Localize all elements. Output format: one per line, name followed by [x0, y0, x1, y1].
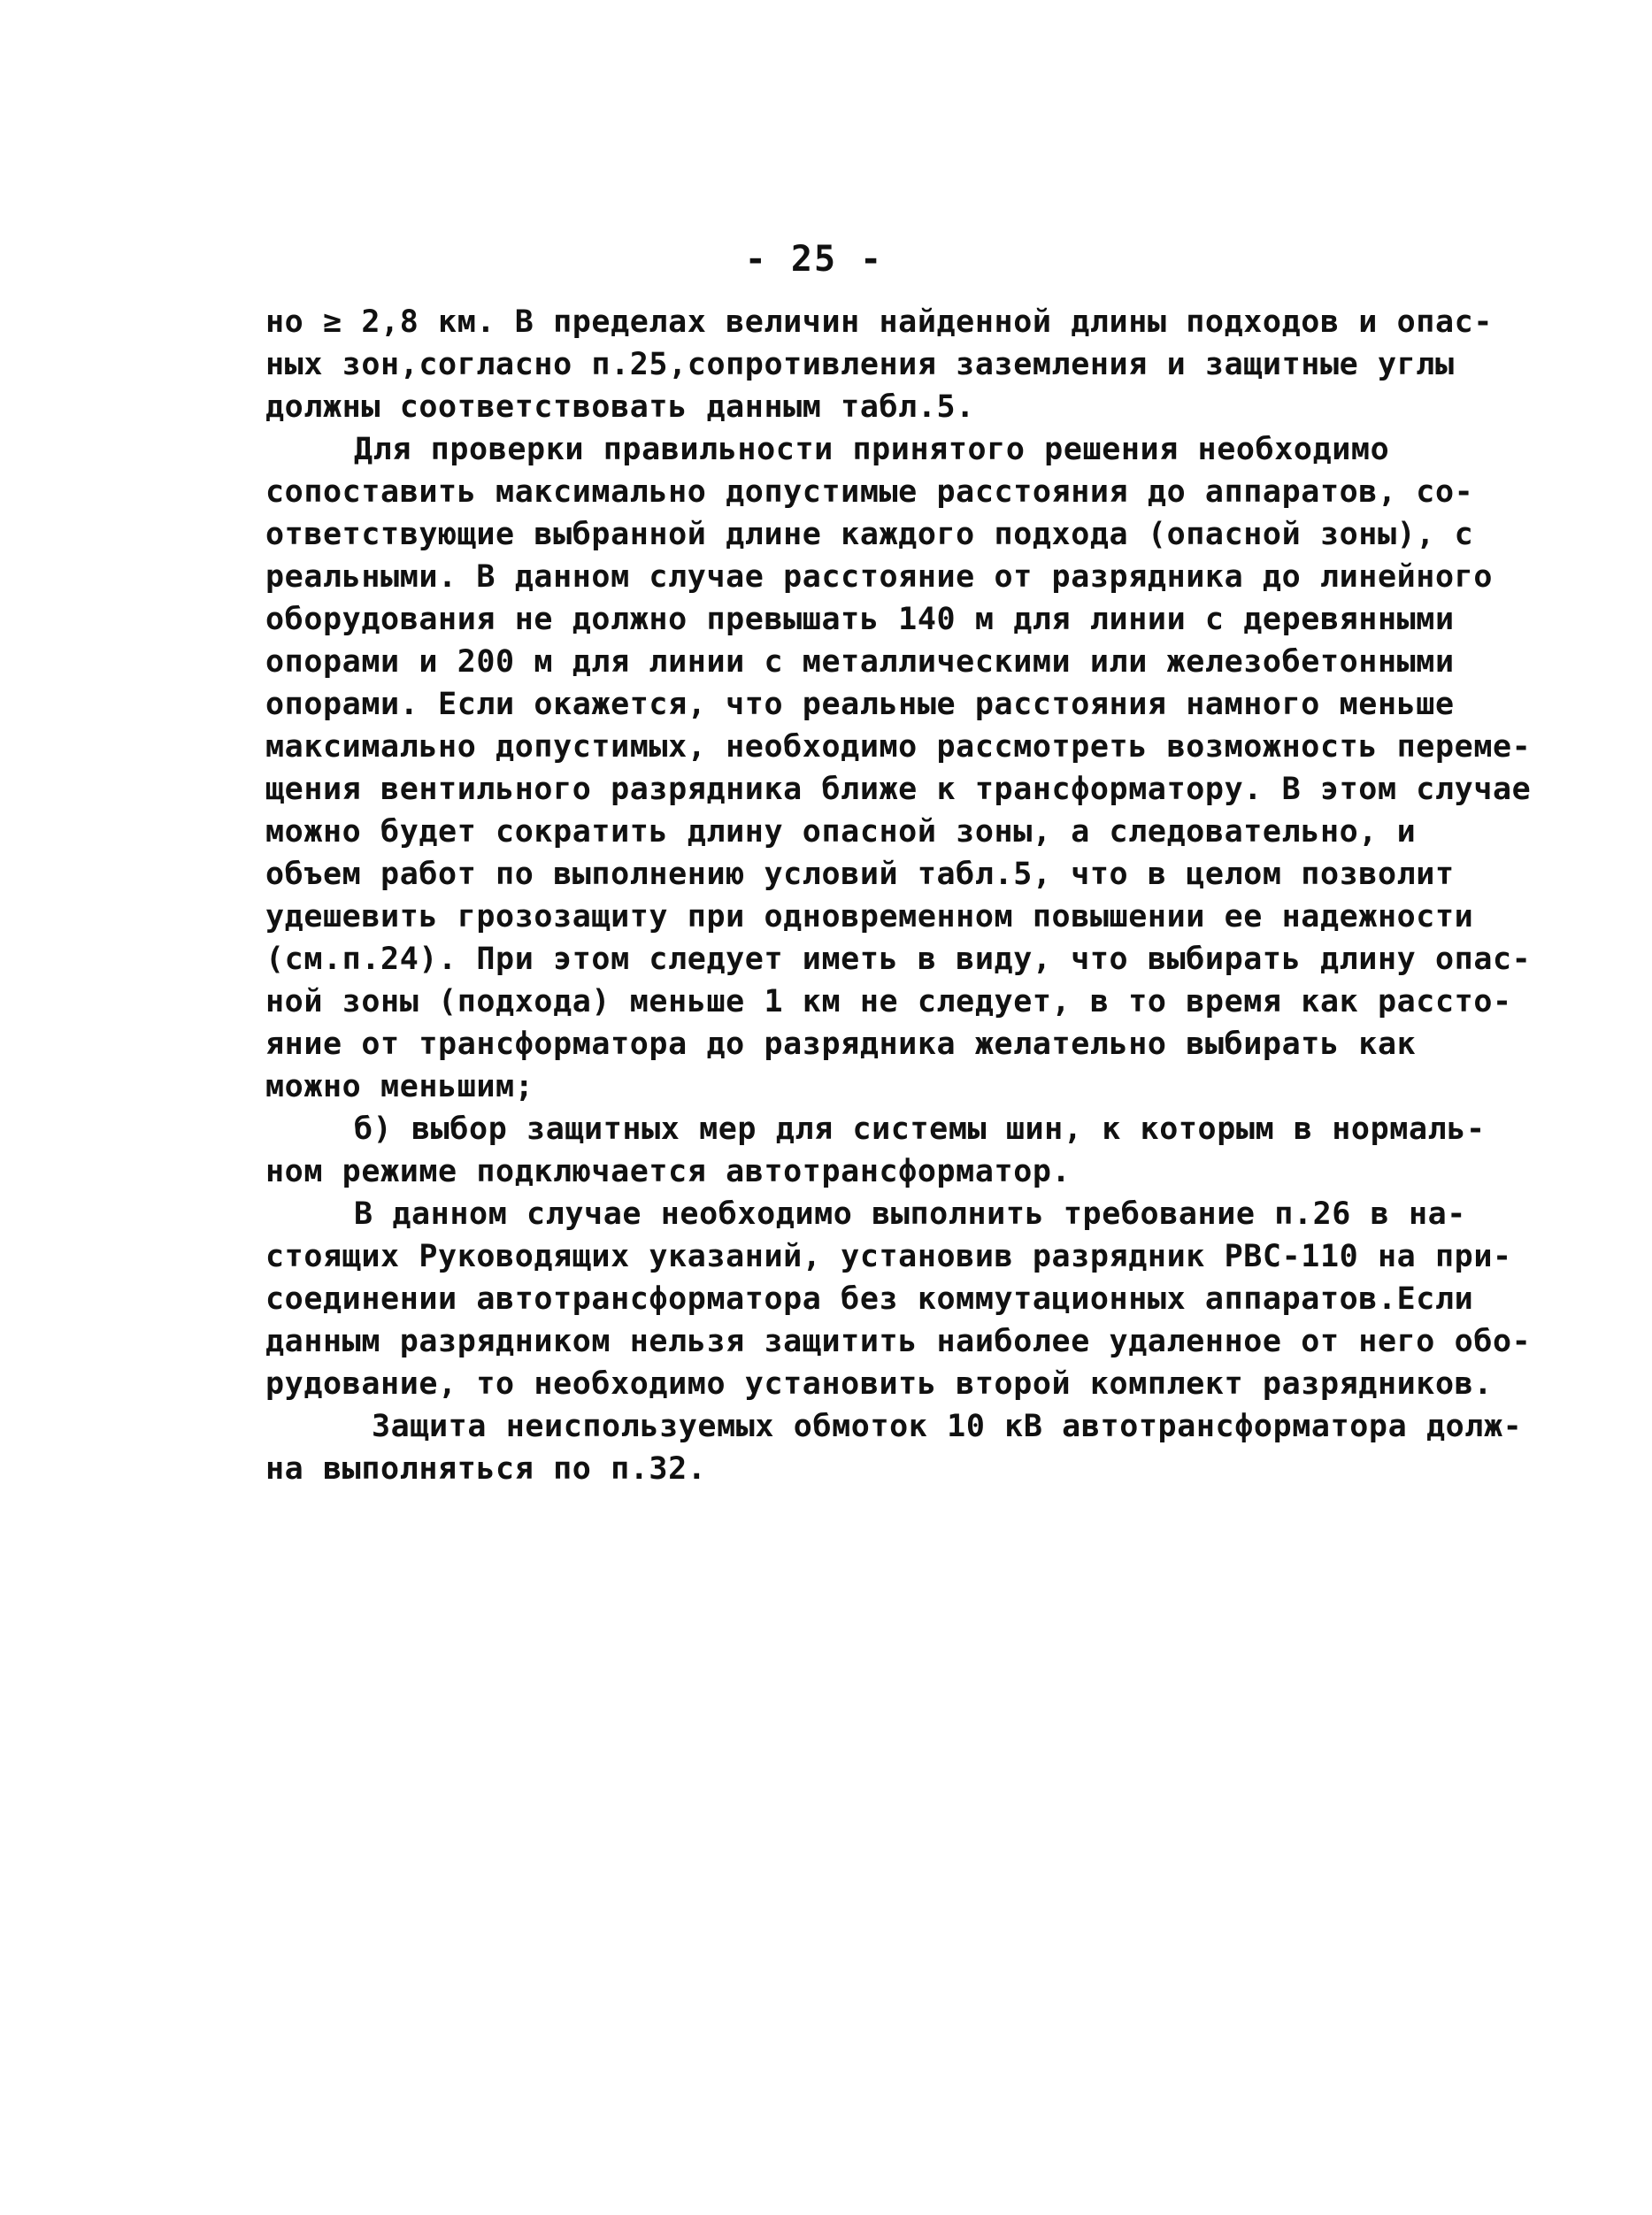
text-line: ном режиме подключается автотрансформатор. [265, 1154, 1072, 1189]
text-line: б) выбор защитных мер для системы шин, к которым в нормаль- [354, 1111, 1486, 1147]
text-line: В данном случае необходимо выполнить требование п.26 в на- [354, 1196, 1466, 1232]
text-line: на выполняться по п.32. [265, 1451, 707, 1487]
text-line: должны соответствовать данным табл.5. [265, 389, 975, 425]
text-line: яние от трансформатора до разрядника желательно выбирать как [265, 1027, 1417, 1062]
text-line: можно будет сократить длину опасной зоны, а следовательно, и [265, 814, 1417, 850]
page-number: - 25 - [744, 239, 884, 280]
text-line: стоящих Руководящих указаний, установив разрядник РВС-110 на при- [265, 1239, 1512, 1274]
body-text [265, 301, 1532, 1490]
text-line: соединении автотрансформатора без коммутационных аппаратов.Если [265, 1281, 1474, 1317]
text-line: опорами и 200 м для линии с металлическими или железобетонными [265, 644, 1455, 680]
text-line: оборудования не должно превышать 140 м для линии с деревянными [265, 602, 1455, 637]
text-line: но ≥ 2,8 км. В пределах величин найденной длины подходов и опас- [265, 304, 1493, 340]
text-line: Для проверки правильности принятого решения необходимо [354, 432, 1390, 467]
text-line: удешевить грозозащиту при одновременном повышении ее надежности [265, 899, 1474, 934]
text-line: можно меньшим; [265, 1069, 534, 1104]
text-line: максимально допустимых, необходимо рассмотреть возможность переме- [265, 729, 1532, 765]
text-line: опорами. Если окажется, что реальные расстояния намного меньше [265, 687, 1455, 722]
text-line: ной зоны (подхода) меньше 1 км не следует, в то время как рассто- [265, 984, 1512, 1019]
text-line: ответствующие выбранной длине каждого подхода (опасной зоны), с [265, 517, 1474, 552]
text-line: данным разрядником нельзя защитить наиболее удаленное от него обо- [265, 1324, 1532, 1359]
text-line: Защита неиспользуемых обмоток 10 кВ автотрансформатора долж- [372, 1409, 1523, 1444]
text-line: реальными. В данном случае расстояние от разрядника до линейного [265, 559, 1493, 595]
text-line: щения вентильного разрядника ближе к трансформатору. В этом случае [265, 772, 1532, 807]
text-line: ных зон,согласно п.25,сопротивления заземления и защитные углы [265, 347, 1455, 382]
text-line: объем работ по выполнению условий табл.5, что в целом позволит [265, 857, 1455, 892]
text-line: (см.п.24). При этом следует иметь в виду, что выбирать длину опас- [265, 942, 1532, 977]
text-line: сопоставить максимально допустимые расстояния до аппаратов, со- [265, 474, 1474, 510]
text-line: рудование, то необходимо установить второй комплект разрядников. [265, 1366, 1493, 1402]
